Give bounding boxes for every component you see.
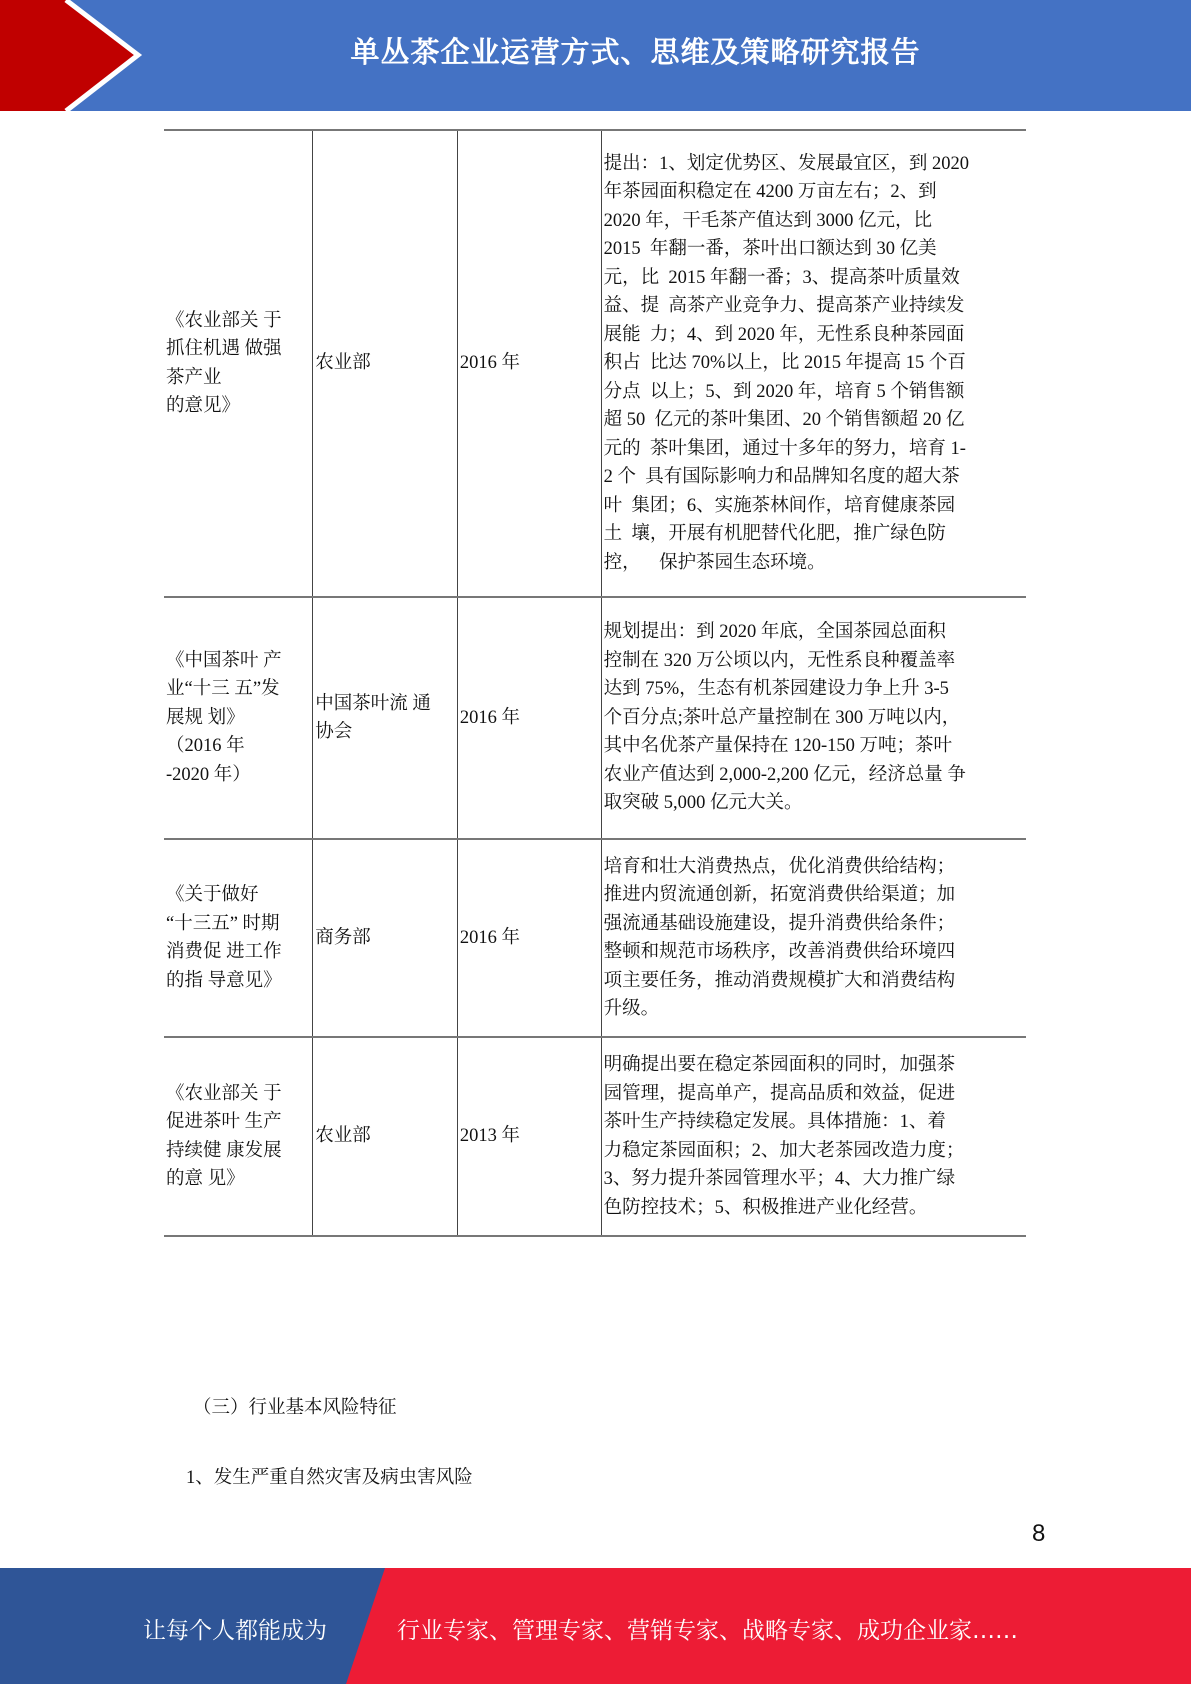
- policy-name-line: 的指 导意见》: [166, 970, 282, 991]
- issuer-cell: [313, 130, 458, 597]
- footer-slogan-right: 行业专家、管理专家、营销专家、战略专家、成功企业家……: [397, 1618, 1018, 1644]
- policy-name-line: 展规 划》: [166, 707, 245, 728]
- policy-name-line: 业“十三 五”发: [166, 679, 280, 700]
- policy-content-line: 积占 比达 70%以上，比 2015 年提高 15 个百: [603, 353, 966, 374]
- policy-content-line: 元的 茶叶集团，通过十多年的努力，培育 1-: [603, 438, 966, 459]
- policy-name-line: （2016 年: [166, 736, 245, 757]
- policy-content-cell: [601, 839, 1026, 1037]
- policy-content-line: 达到 75%，生态有机茶园建设力争上升 3-5: [603, 679, 949, 700]
- policy-content-line: 控， 保护茶园生态环境。: [603, 552, 826, 573]
- policy-content-line: 整顿和规范市场秩序，改善消费供给环境四: [603, 942, 956, 962]
- policy-content-line: 展能 力；4、到 2020 年，无性系良种茶园面: [603, 324, 965, 345]
- policy-content-line: 取突破 5,000 亿元大关。: [603, 793, 803, 814]
- policy-name-line: 《中国茶叶 产: [166, 650, 282, 671]
- policy-content-line: 3、努力提升茶园管理水平；4、大力推广绿: [603, 1169, 956, 1189]
- policy-content-line: 升级。: [603, 999, 660, 1019]
- section-item: 1、发生严重自然灾害及病虫害风险: [186, 1468, 473, 1488]
- policy-name-line: 的意见》: [166, 396, 241, 416]
- policy-content-line: 2 个 具有国际影响力和品牌知名度的超大茶: [603, 467, 960, 488]
- year-text: 2016 年: [459, 353, 521, 374]
- footer-slogan-left: 让每个人都能成为: [143, 1618, 327, 1644]
- policy-content-line: 叶 集团；6、实施茶林间作，培育健康茶园: [603, 495, 956, 516]
- policy-content-cell: [601, 597, 1026, 839]
- policy-content-line: 推进内贸流通创新，拓宽消费供给渠道；加: [603, 885, 956, 905]
- policy-content-line: 培育和壮大消费热点，优化消费供给结构；: [603, 856, 956, 877]
- policy-name-line: 促进茶叶 生产: [166, 1112, 282, 1132]
- policy-content-line: 2020 年，干毛茶产值达到 3000 亿元，比: [603, 210, 932, 231]
- policy-content-cell: [601, 1037, 1026, 1236]
- policy-name-line: “十三五” 时期: [166, 913, 280, 934]
- issuer-line: 农业部: [315, 353, 371, 374]
- table-row: [164, 597, 1026, 839]
- section-heading: （三）行业基本风险特征: [193, 1398, 397, 1418]
- issuer-line: 农业部: [315, 1126, 371, 1147]
- table-row: [164, 839, 1026, 1037]
- table-row: [164, 1037, 1026, 1236]
- footer-banner: [0, 1568, 1191, 1684]
- year-cell: [457, 1037, 601, 1236]
- policy-content-line: 力稳定茶园面积；2、加大老茶园改造力度；: [603, 1140, 965, 1161]
- issuer-line: 商务部: [315, 927, 371, 948]
- policy-name-cell: [164, 597, 313, 839]
- policy-name-cell: [164, 839, 313, 1037]
- issuer-cell: [313, 1037, 458, 1236]
- policy-name-line: 《农业部关 于: [166, 1083, 282, 1104]
- policy-content-line: 项主要任务，推动消费规模扩大和消费结构: [603, 970, 956, 991]
- year-cell: [457, 839, 601, 1037]
- policy-name-cell: [164, 1037, 313, 1236]
- policy-content-line: 控制在 320 万公顷以内，无性系良种覆盖率: [603, 650, 956, 671]
- page-number: 8: [1032, 1520, 1046, 1547]
- policy-table: [164, 129, 1026, 1237]
- issuer-cell: [313, 597, 458, 839]
- policy-name-line: -2020 年）: [166, 764, 251, 785]
- policy-content-line: 元，比 2015 年翻一番；3、提高茶叶质量效: [603, 267, 960, 288]
- policy-content-line: 超 50 亿元的茶叶集团、20 个销售额超 20 亿: [603, 410, 965, 431]
- policy-content-line: 强流通基础设施建设，提升消费供给条件；: [603, 913, 956, 934]
- report-header: [0, 0, 1191, 111]
- policy-content-line: 分点 以上；5、到 2020 年，培育 5 个销售额: [603, 381, 965, 402]
- policy-name-line: 的意 见》: [166, 1169, 245, 1189]
- issuer-line: 中国茶叶流 通: [315, 693, 431, 714]
- policy-name-cell: [164, 130, 313, 597]
- policy-content-line: 年茶园面积稳定在 4200 万亩左右；2、到: [603, 182, 937, 203]
- policy-name-line: 抓住机遇 做强: [166, 339, 282, 359]
- year-text: 2016 年: [459, 707, 521, 728]
- policy-content-line: 2015 年翻一番，茶叶出口额达到 30 亿美: [603, 239, 937, 260]
- policy-content-line: 益、提 高茶产业竞争力、提高茶产业持续发: [603, 296, 965, 317]
- table-row: [164, 130, 1026, 597]
- policy-content-line: 规划提出：到 2020 年底，全国茶园总面积: [603, 622, 946, 643]
- year-cell: [457, 130, 601, 597]
- policy-content-line: 色防控技术；5、积极推进产业化经营。: [603, 1197, 928, 1218]
- policy-content-line: 园管理，提高单产，提高品质和效益，促进: [603, 1083, 956, 1104]
- policy-name-line: 《关于做好: [166, 885, 259, 905]
- policy-content-line: 个百分点;茶叶总产量控制在 300 万吨以内，: [603, 707, 961, 728]
- policy-content-line: 农业产值达到 2,000-2,200 亿元，经济总量 争: [603, 764, 966, 785]
- policy-content-line: 明确提出要在稳定茶园面积的同时，加强茶: [603, 1055, 956, 1075]
- policy-name-line: 茶产业: [166, 367, 222, 388]
- issuer-cell: [313, 839, 458, 1037]
- policy-name-line: 消费促 进工作: [166, 942, 282, 962]
- year-text: 2016 年: [459, 927, 521, 948]
- report-title: 单丛茶企业运营方式、思维及策略研究报告: [350, 35, 921, 69]
- policy-name-line: 持续健 康发展: [166, 1140, 282, 1161]
- policy-content-line: 茶叶生产持续稳定发展。具体措施：1、着: [603, 1112, 946, 1132]
- policy-name-line: 《农业部关 于: [166, 310, 282, 331]
- policy-content-line: 土 壤，开展有机肥替代化肥，推广绿色防: [603, 524, 946, 545]
- policy-content-line: 提出：1、划定优势区、发展最宜区，到 2020: [603, 153, 969, 174]
- policy-content-line: 其中名优茶产量保持在 120-150 万吨；茶叶: [603, 736, 952, 757]
- issuer-line: 协会: [315, 722, 353, 742]
- year-text: 2013 年: [459, 1126, 521, 1147]
- policy-content-cell: [601, 130, 1026, 597]
- year-cell: [457, 597, 601, 839]
